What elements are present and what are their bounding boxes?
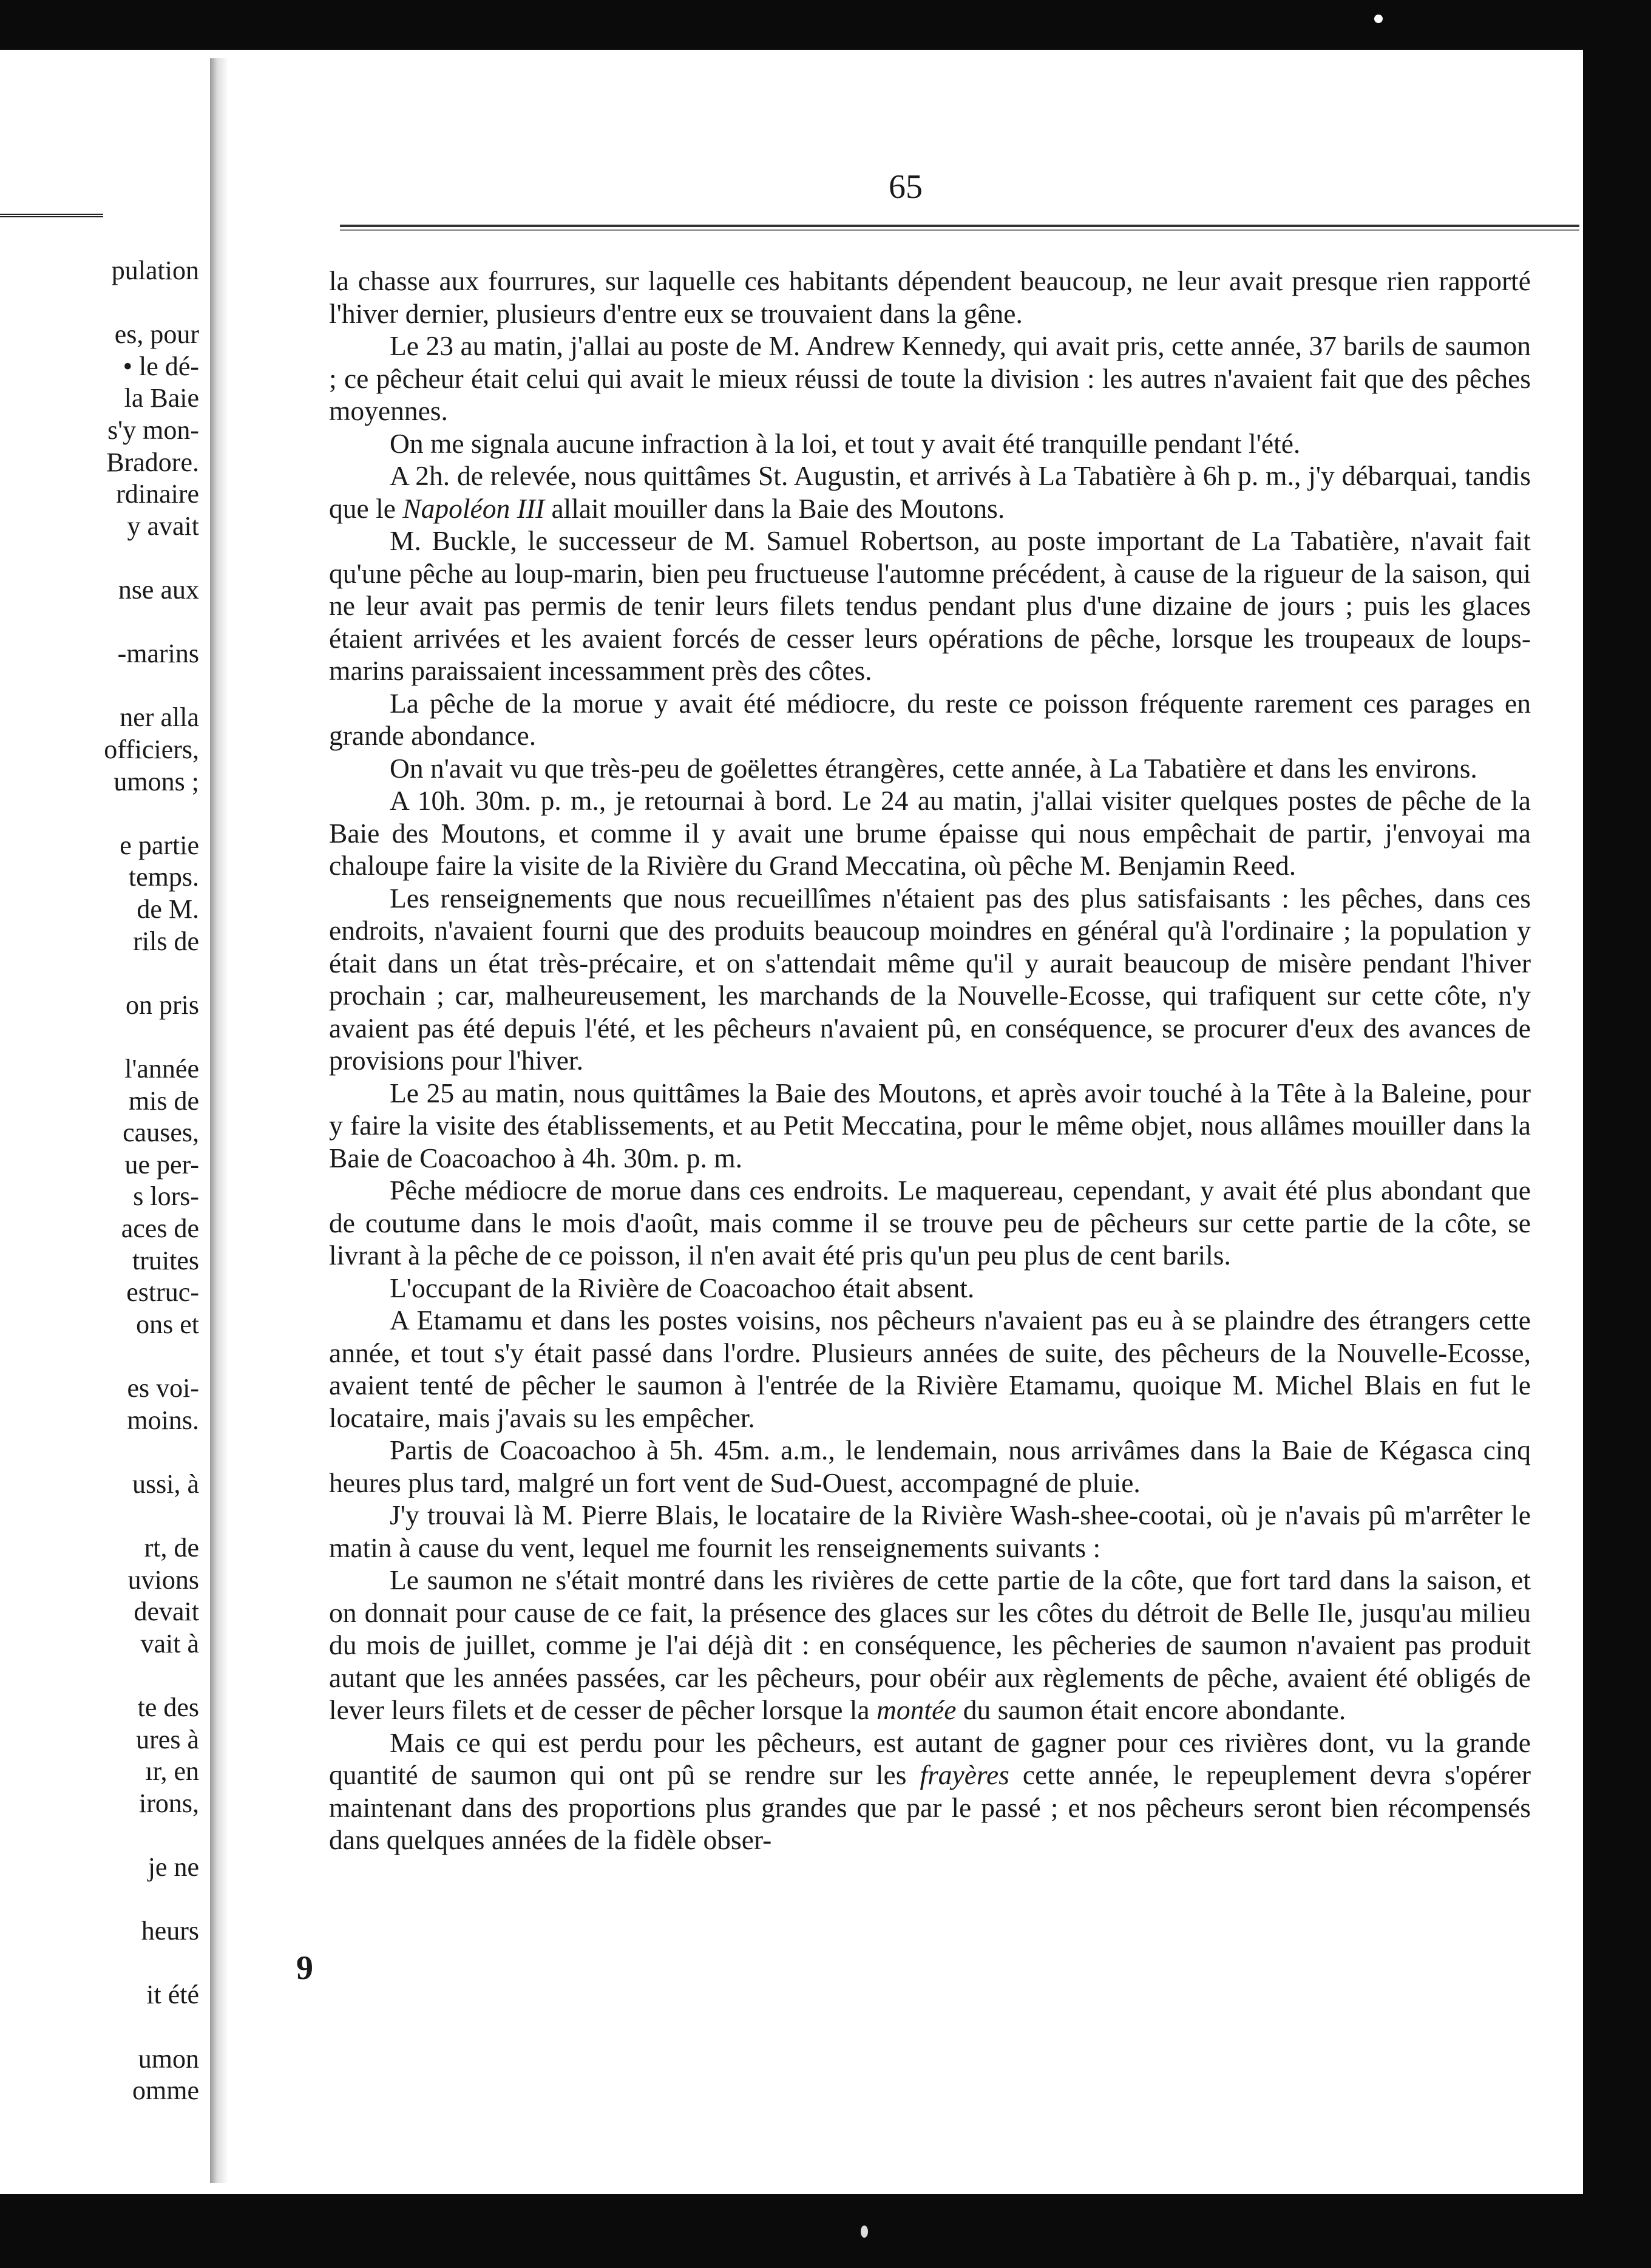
- left-page-rule: [0, 214, 103, 217]
- left-page-line: umon: [138, 2043, 199, 2074]
- left-page-line: es, pour: [114, 319, 199, 350]
- paragraph: [329, 784, 1531, 882]
- left-page-line: ue per-: [124, 1149, 199, 1180]
- left-page-line: es voi-: [127, 1373, 199, 1403]
- left-page-line: je ne: [147, 1852, 199, 1882]
- paragraph-text: A Etamamu et dans les postes voisins, nos pêcheurs n'avaient pas eu à se plaindre des étrangers cette année, et tout s'y était passé dans l'ordre. Plusieurs années de suite, des pêcheurs de la Nouvelle-Ecosse, avaient tenté de pêcher le saumon à l'entrée de la Rivière Etamamu, quoique M. Michel Blais en fut le locataire, mais j'avais su les empêcher.: [329, 1305, 1531, 1433]
- paragraph-text: A 10h. 30m. p. m., je retournai à bord. Le 24 au matin, j'allai visiter quelques postes de pêche de la Baie des Moutons, et comme il y avait une brume épaisse qui nous empêchait de partir, j'envoyai ma chaloupe faire la visite de la Rivière du Grand Meccatina, où pêche M. Benjamin Reed.: [329, 785, 1531, 881]
- left-page-line: ner alla: [120, 702, 199, 733]
- left-page-line: s'y mon-: [107, 415, 199, 445]
- left-page-line: te des: [137, 1693, 199, 1722]
- paragraph: [329, 460, 1531, 525]
- left-page-line: temps.: [128, 862, 199, 892]
- left-page-fragment: [0, 49, 206, 2185]
- left-page-line: causes,: [123, 1118, 199, 1148]
- left-page-line: ussi, à: [132, 1468, 199, 1499]
- scan-border-top: [0, 0, 1651, 50]
- paragraph-text: L'occupant de la Rivière de Coacoachoo était absent.: [390, 1272, 975, 1303]
- left-page-line: irons,: [139, 1788, 199, 1818]
- left-page-line: truites: [132, 1245, 199, 1275]
- left-page-line: -marins: [117, 639, 199, 669]
- paragraph-text: la chasse aux fourrures, sur laquelle ces habitants dépendent beaucoup, ne leur avait presque rien rapporté l'hiver dernier, plusieurs d'entre eux se trouvaient dans la gêne.: [329, 265, 1531, 329]
- left-page-line: de M.: [137, 894, 199, 924]
- header-rule: [340, 225, 1579, 231]
- left-page-line: devait: [134, 1597, 199, 1627]
- paragraph-text-continued: du saumon était encore abondante.: [956, 1694, 1346, 1725]
- paragraph-text: A 2h. de relevée, nous quittâmes St. Augustin, et arrivés à La Tabatière à 6h p. m., j'y débarquai, tandis que le: [329, 460, 1531, 524]
- paragraph-text: J'y trouvai là M. Pierre Blais, le locataire de la Rivière Wash-shee-cootai, où je n'avais pû m'arrêter le matin à cause du vent, lequel me fournit les renseignements suivants :: [329, 1499, 1531, 1563]
- right-page: [232, 58, 1579, 2183]
- paragraph: [329, 1272, 1531, 1305]
- left-page-line: s lors-: [133, 1181, 199, 1212]
- dust-speck: [1374, 15, 1383, 23]
- left-page-line: l'année: [124, 1054, 199, 1084]
- left-page-line: e partie: [120, 830, 199, 860]
- italic-term: Napoléon III: [402, 492, 545, 524]
- paragraph-text: M. Buckle, le successeur de M. Samuel Robertson, au poste important de La Tabatière, n'avait fait qu'une pêche au loup-marin, bien peu fructueuse l'automne précédent, à cause de la rigueur de la saison, qui ne leur avait pas permis de tenir leurs filets tendus pendant plus d'une dizaine de jours ; puis les glaces étaient arrivées et les avaient forcés de cesser leurs opérations de pêche, lorsque les troupeaux de loups-marins paraissaient incessamment près des côtes.: [329, 525, 1531, 686]
- left-page-line: on pris: [126, 990, 199, 1020]
- left-page-line: rils de: [133, 926, 199, 956]
- left-page-line: rt, de: [144, 1533, 199, 1563]
- page-number: 65: [889, 168, 923, 206]
- left-page-line: ır, en: [145, 1756, 199, 1787]
- left-page-line: mis de: [128, 1085, 199, 1116]
- left-page-line: rdinaire: [116, 479, 199, 509]
- paragraph: [329, 1304, 1531, 1434]
- paragraph-text: Mais ce qui est perdu pour les pêcheurs, est autant de gagner pour ces rivières dont, vu la grande quantité de saumon qui ont pû se rendre sur les: [329, 1726, 1531, 1790]
- paragraph-text: Le 25 au matin, nous quittâmes la Baie des Moutons, et après avoir touché à la Tête à la Baleine, pour y faire la visite des établissements, et au Petit Meccatina, pour le même objet, nous allâmes mouiller dans la Baie de Coacoachoo à 4h. 30m. p. m.: [329, 1077, 1531, 1173]
- paragraph: [329, 1499, 1531, 1564]
- paragraph-text-continued: allait mouiller dans la Baie des Moutons.: [544, 492, 1005, 524]
- left-page-line: uvions: [127, 1564, 199, 1595]
- left-page-line: ons et: [136, 1309, 199, 1339]
- left-page-line: officiers,: [104, 735, 199, 764]
- paragraph: [329, 265, 1531, 330]
- body-text: [329, 265, 1531, 1856]
- paragraph-text: Pêche médiocre de morue dans ces endroits. Le maquereau, cependant, y avait été plus abondant que de coutume dans le mois d'août, mais comme il se trouve peu de pêcheurs sur cette partie de la côte, se livrant à la pêche de ce poisson, il n'en avait été pris qu'un peu plus de cent barils.: [329, 1175, 1531, 1271]
- paragraph: [329, 525, 1531, 687]
- paragraph-text: Le 23 au matin, j'allai au poste de M. Andrew Kennedy, qui avait pris, cette année, 37 barils de saumon ; ce pêcheur était celui qui avait le mieux réussi de toute la division : les autres n'avaient fait que des pêches moyennes.: [329, 330, 1531, 426]
- left-page-line: la Baie: [124, 383, 199, 413]
- left-page-line: omme: [132, 2076, 199, 2106]
- paragraph-text: On me signala aucune infraction à la loi, et tout y avait été tranquille pendant l'été.: [390, 427, 1301, 459]
- left-page-line: estruc-: [126, 1277, 199, 1308]
- paragraph: [329, 752, 1531, 785]
- paragraph: [329, 1726, 1531, 1856]
- left-page-line: aces de: [121, 1214, 199, 1243]
- left-page-line: heurs: [141, 1916, 199, 1946]
- dust-speck: [861, 2226, 868, 2238]
- paragraph-text: Les renseignements que nous recueillîmes n'étaient pas des plus satisfaisants : les pêches, dans ces endroits, n'avaient fourni que des produits beaucoup moindres en général qu'à l'ordinaire ; la population y était dans un état très-précaire, et on s'attendait même qu'il y aurait beaucoup de misère pendant l'hiver prochain ; car, malheureusement, les marchands de la Nouvelle-Ecosse, qui trafiquent sur cette côte, n'y avaient pas été depuis l'été, et les pêcheurs n'avaient pû, en conséquence, se procurer d'eux des avances de provisions pour l'hiver.: [329, 882, 1531, 1076]
- left-page-line: umons ;: [114, 766, 199, 796]
- paragraph-text-continued: cette année, le repeuplement devra s'opérer maintenant dans des proportions plus grandes que par le passé ; et nos pêcheurs seront bien récompensés dans quelques années de la fidèle obser-: [329, 1759, 1531, 1855]
- left-page-line: y avait: [127, 511, 199, 541]
- left-page-line: moins.: [127, 1405, 199, 1435]
- left-page-line: pulation: [111, 256, 199, 285]
- left-page-line: Bradore.: [106, 447, 199, 477]
- scan-border-bottom: [0, 2194, 1651, 2268]
- paragraph: [329, 1174, 1531, 1272]
- left-page-line: vait à: [140, 1628, 199, 1659]
- italic-term: frayères: [920, 1759, 1009, 1790]
- paragraph: [329, 1077, 1531, 1175]
- paragraph-text: La pêche de la morue y avait été médiocre, du reste ce poisson fréquente rarement ces parages en grande abondance.: [329, 687, 1531, 751]
- left-page-line: ures à: [136, 1724, 199, 1754]
- page-gutter: [210, 58, 228, 2183]
- paragraph: [329, 1434, 1531, 1499]
- paragraph: [329, 1564, 1531, 1726]
- paragraph-text: Le saumon ne s'était montré dans les rivières de cette partie de la côte, que fort tard dans la saison, et on donnait pour cause de ce fait, la présence des glaces sur les côtes du détroit de Belle Ile, jusqu'au milieu du mois de juillet, comme je l'ai déjà dit : en conséquence, les pêcheries de saumon n'avaient pas produit autant que les années passées, car les pêcheurs, pour obéir aux règlements de pêche, avaient été obligés de lever leurs filets et de cesser de pêcher lorsque la: [329, 1564, 1531, 1725]
- left-page-line: nse aux: [118, 575, 199, 605]
- left-page-line: • le dé-: [123, 351, 199, 381]
- signature-mark: 9: [296, 1949, 313, 1987]
- paragraph-text: Partis de Coacoachoo à 5h. 45m. a.m., le lendemain, nous arrivâmes dans la Baie de Kégasca cinq heures plus tard, malgré un fort vent de Sud-Ouest, accompagné de pluie.: [329, 1434, 1531, 1498]
- paragraph: [329, 687, 1531, 752]
- paragraph: [329, 427, 1531, 460]
- italic-term: montée: [876, 1694, 957, 1725]
- paragraph-text: On n'avait vu que très-peu de goëlettes étrangères, cette année, à La Tabatière et dans les environs.: [390, 752, 1477, 784]
- paragraph: [329, 882, 1531, 1077]
- scan-border-right: [1583, 0, 1651, 2268]
- left-page-line: it été: [146, 1980, 199, 2010]
- paragraph: [329, 330, 1531, 427]
